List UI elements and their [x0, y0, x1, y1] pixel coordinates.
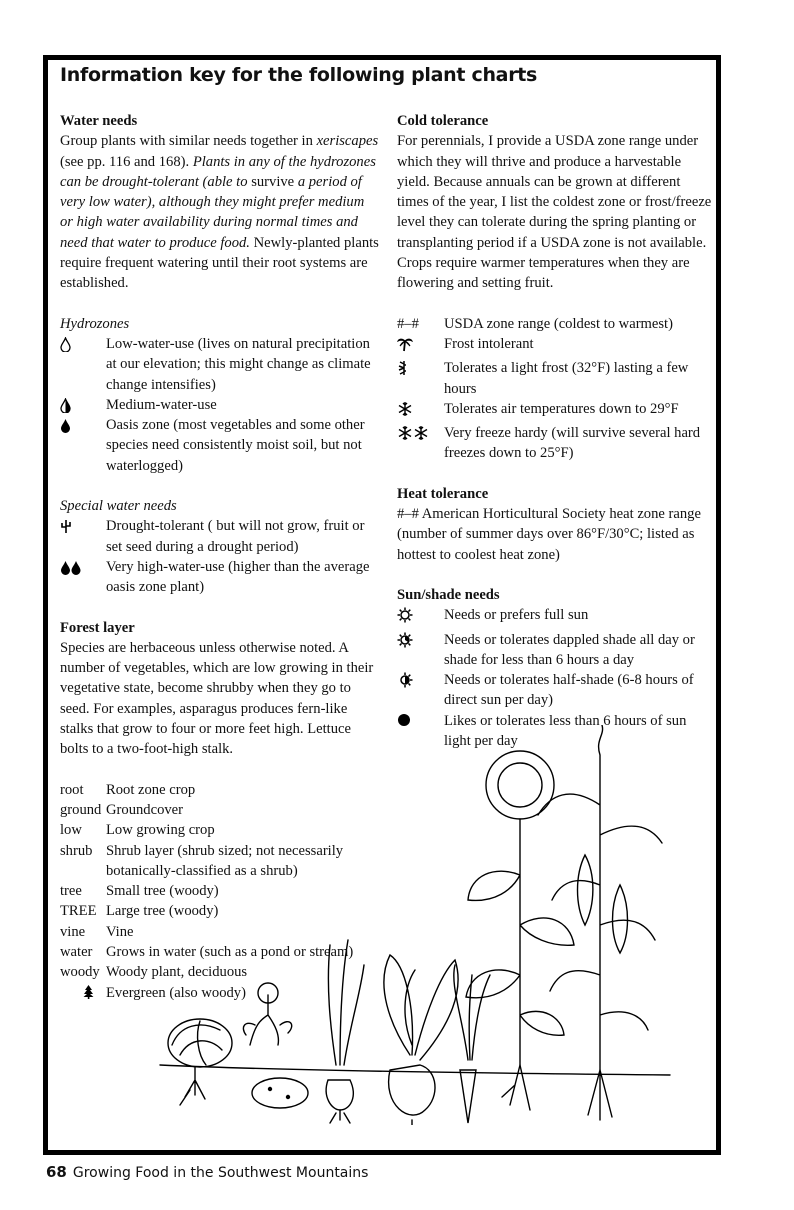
heat-tolerance-text: #–# American Horticultural Society heat zone range (number of summer days over 86°F/30°C; listed as hottest to coolest heat zone) — [397, 506, 701, 563]
cold-tolerance-heading: Cold tolerance — [397, 113, 489, 129]
forest-key-abbr: ground — [60, 801, 102, 818]
forest-key-desc: Groundcover — [106, 801, 183, 818]
cold-frost-intolerant: Frost intolerant — [397, 334, 715, 358]
cactus-icon — [60, 516, 106, 557]
water-needs-intro — [60, 131, 380, 293]
garden-plants-illustration — [150, 725, 710, 1125]
cold-freeze-hardy: Very freeze hardy (will survive several hard freezes down to 25°F) — [397, 423, 715, 464]
onion-drawing — [326, 940, 364, 1123]
half-snowflake-icon — [397, 358, 444, 399]
cold-usda-range: #–# USDA zone range (coldest to warmest) — [397, 314, 715, 334]
forest-key-desc: Vine — [106, 923, 134, 940]
sun-half-shade: Needs or tolerates half-shade (6-8 hours of direct sun per day) — [397, 670, 715, 711]
heat-tolerance-heading: Heat tolerance — [397, 485, 489, 502]
forest-key-desc: Large tree (woody) — [106, 903, 219, 920]
sun-shade-heading: Sun/shade needs — [397, 586, 500, 603]
half-sun-icon — [397, 670, 444, 711]
empty-drop-icon — [60, 334, 106, 395]
cabbage-drawing — [168, 1019, 232, 1105]
water-intro-segment: Group plants with similar needs together in — [60, 133, 317, 150]
page-number: 68 — [46, 1163, 67, 1181]
evergreen-tree-icon — [60, 983, 106, 1003]
water-intro-segment: survive — [251, 173, 298, 190]
forest-key-desc: Low growing crop — [106, 822, 215, 839]
forest-key-abbr: tree — [60, 883, 82, 900]
carrot-drawing — [454, 965, 490, 1123]
hydro-medium: Medium-water-use — [60, 395, 380, 415]
palm-tree-icon — [397, 334, 444, 358]
water-needs-heading: Water needs — [60, 113, 138, 129]
water-intro-segment: a period of very low water), although they might prefer medium or high water availability during normal times and need that water to produce food. — [60, 173, 365, 251]
forest-key-abbr: low — [60, 822, 82, 839]
forest-layer-text: Species are herbaceous unless otherwise noted. A number of vegetables, which are low growing in their vegetative state, become shrubby when they go to seed. For examples, asparagus produces fern-like stalks that grow to four or more feet high. Lettuce bolts to a two-foot-high stalk. — [60, 639, 374, 758]
special-drought: Drought-tolerant ( but will not grow, fruit or set seed during a drought period) — [60, 516, 380, 557]
forest-key-abbr: shrub — [60, 842, 93, 859]
forest-key-desc: Woody plant, deciduous — [106, 964, 248, 981]
cold-29f: Tolerates air temperatures down to 29°F — [397, 399, 715, 423]
cold-light-frost: Tolerates a light frost (32°F) lasting a few hours — [397, 358, 715, 399]
sunflower-drawing — [466, 751, 574, 1110]
sun-dappled: Needs or tolerates dappled shade all day or shade for less than 6 hours a day — [397, 630, 715, 671]
snowflake-icon — [397, 399, 444, 423]
forest-key-evergreen: Evergreen (also woody) — [60, 983, 380, 1003]
water-intro-segment: xeriscapes — [316, 133, 379, 150]
dappled-sun-icon — [397, 630, 444, 671]
special-high-water: Very high-water-use (higher than the average oasis zone plant) — [60, 557, 380, 598]
forest-key-desc: Grows in water (such as a pond or stream) — [106, 943, 354, 960]
hydrozones-heading: Hydrozones — [60, 315, 130, 332]
sun-full: Needs or prefers full sun — [397, 605, 715, 629]
zone-range-symbol: #–# — [397, 315, 419, 332]
potato-drawing — [243, 983, 308, 1108]
water-intro-segment: Plants in any of the hydrozones can be drought-tolerant (able to — [60, 153, 376, 190]
sun-shade: Likes or tolerates less than 6 hours of sun light per day — [397, 711, 715, 752]
forest-key-abbr: water — [60, 943, 93, 960]
double-snowflake-icon — [397, 423, 444, 464]
forest-layer-heading: Forest layer — [60, 619, 135, 636]
forest-key-desc: Shrub layer (shrub sized; not necessarily botanically-classified as a shrub) — [106, 842, 344, 879]
half-drop-icon — [60, 395, 106, 415]
corn-drawing — [538, 725, 662, 1120]
forest-key-abbr: woody — [60, 964, 100, 981]
forest-key-abbr: vine — [60, 923, 86, 940]
page-footer — [46, 1163, 368, 1181]
forest-key-desc: Small tree (woody) — [106, 883, 219, 900]
beet-drawing — [384, 955, 458, 1125]
page-title: Information key for the following plant charts — [60, 64, 538, 86]
double-drop-icon — [60, 557, 106, 598]
forest-key-desc: Root zone crop — [106, 781, 196, 798]
forest-key-abbr: root — [60, 781, 84, 798]
sun-outline-icon — [397, 605, 444, 629]
cold-tolerance-text: For perennials, I provide a USDA zone range under which they will thrive and produce a harvestable yield. Because annuals can be grown at different times of the year, I list the coldest zone or frost/freeze level they can tolerate during the spring planting or transplanting period if a USDA zone is not available. Crops require warmer temperatures when they are flowering and setting fruit. — [397, 133, 712, 292]
water-intro-segment: Newly-planted plants require frequent watering until their root systems are established. — [60, 234, 379, 292]
book-title: Growing Food in the Southwest Mountains — [72, 1165, 369, 1181]
filled-drop-icon — [60, 415, 106, 476]
special-water-heading: Special water needs — [60, 498, 177, 515]
heat-zone-symbol: #–# — [397, 506, 419, 523]
hydro-low: Low-water-use (lives on natural precipitation at our elevation; this might change as climate change intensifies) — [60, 334, 380, 395]
hydro-oasis: Oasis zone (most vegetables and some other species need consistently moist soil, but not waterlogged) — [60, 415, 380, 476]
water-intro-segment: (see pp. 116 and 168). — [60, 153, 193, 170]
right-column — [397, 111, 715, 751]
forest-key-abbr: TREE — [60, 903, 97, 920]
